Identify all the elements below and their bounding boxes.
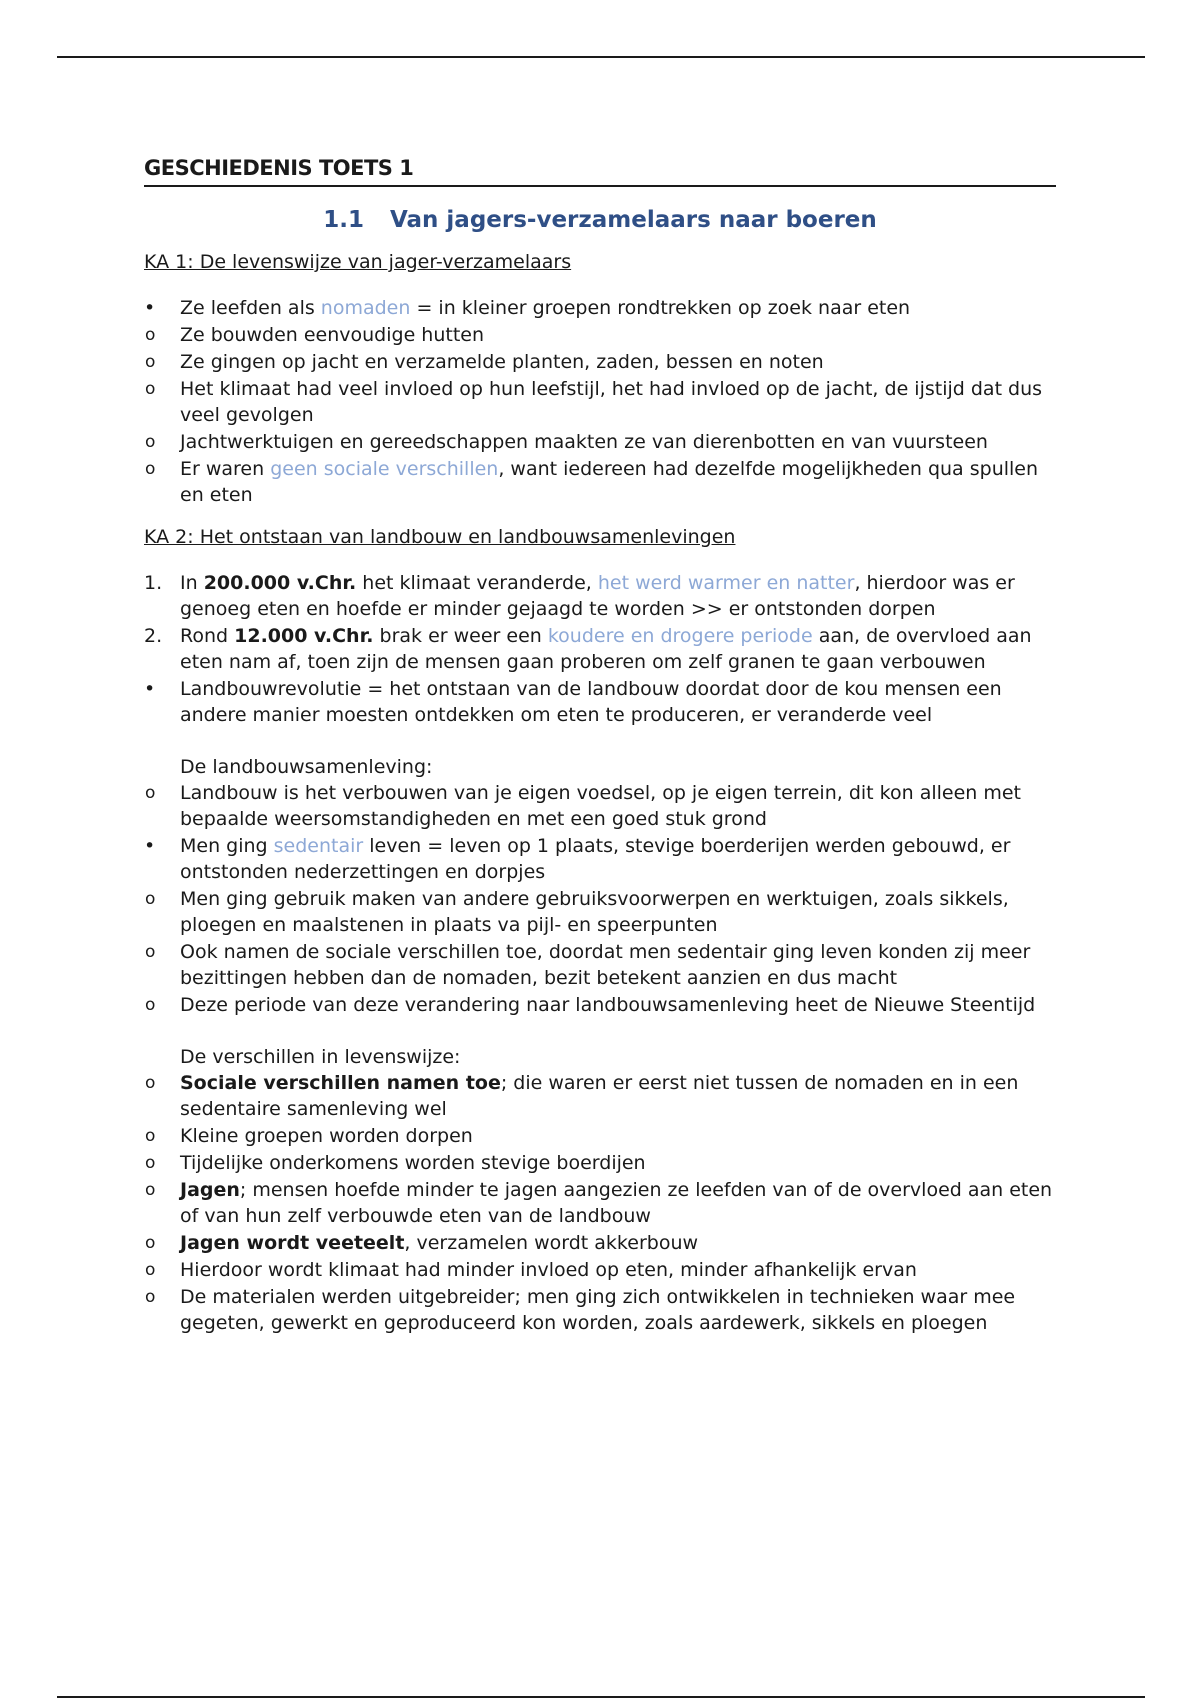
list-item	[144, 1230, 1056, 1256]
document-body	[144, 156, 1056, 1337]
item-text: Jachtwerktuigen en gereedschappen maakten ze van dierenbotten en van vuursteen	[180, 431, 988, 453]
list-marker: o	[145, 942, 156, 962]
highlighted-term: geen sociale verschillen	[270, 458, 499, 480]
list-item	[144, 623, 1056, 675]
list-item	[144, 833, 1056, 885]
list-marker: o	[145, 1233, 156, 1253]
highlighted-term: nomaden	[320, 297, 411, 319]
list-marker: o	[145, 1073, 156, 1093]
list-marker: o	[145, 995, 156, 1015]
item-text: Rond	[180, 625, 235, 647]
list-marker: 1.	[144, 572, 163, 594]
item-text: Het klimaat had veel invloed op hun leefstijl, het had invloed op de jacht, de ijstijd dat dus veel gevolgen	[180, 378, 1043, 426]
sub1-list	[144, 780, 1056, 1018]
item-text: ; die waren er eerst niet tussen de nomaden en in een sedentaire samenleving wel	[180, 1072, 1019, 1120]
item-text: Ze bouwden eenvoudige hutten	[180, 324, 485, 346]
item-text: , hierdoor was er genoeg eten en hoefde er minder gejaagd te worden >> er ontstonden dorpen	[180, 572, 1015, 620]
item-text: Men ging	[180, 835, 274, 857]
list-item	[144, 349, 1056, 375]
item-text: Men ging gebruik maken van andere gebruiksvoorwerpen en werktuigen, zoals sikkels, ploegen en maalstenen in plaats va pijl- en speerpunten	[180, 888, 1009, 936]
item-text: het klimaat veranderde,	[356, 572, 598, 594]
section-title: Van jagers-verzamelaars naar boeren	[389, 207, 877, 233]
list-marker: o	[145, 1126, 156, 1146]
sub2-list	[144, 1070, 1056, 1336]
highlighted-term: het werd warmer en natter	[597, 572, 855, 594]
list-marker: o	[145, 379, 156, 399]
list-marker: •	[144, 297, 156, 319]
list-item	[144, 939, 1056, 991]
document-title: GESCHIEDENIS TOETS 1	[144, 156, 1056, 187]
list-item	[144, 1070, 1056, 1122]
item-text: leven = leven op 1 plaats, stevige boerderijen werden gebouwd, er ontstonden nederzettingen en dorpjes	[180, 835, 1011, 883]
list-marker: o	[145, 325, 156, 345]
list-item	[144, 780, 1056, 832]
item-text: Kleine groepen worden dorpen	[180, 1125, 473, 1147]
list-marker: o	[145, 1260, 156, 1280]
list-item	[144, 1284, 1056, 1336]
list-item	[144, 322, 1056, 348]
list-marker: o	[145, 432, 156, 452]
page-top-rule	[57, 56, 1145, 58]
list-marker: o	[145, 352, 156, 372]
list-item	[144, 429, 1056, 455]
list-marker: o	[145, 1180, 156, 1200]
list-item	[144, 1123, 1056, 1149]
list-marker: o	[145, 889, 156, 909]
ka1-list	[144, 295, 1056, 508]
sub1-title: De landbouwsamenleving:	[180, 756, 433, 778]
list-marker: •	[144, 678, 156, 700]
list-marker: o	[145, 459, 156, 479]
list-marker: o	[145, 1153, 156, 1173]
item-text: , verzamelen wordt akkerbouw	[404, 1232, 699, 1254]
item-text: In	[180, 572, 204, 594]
item-text: Deze periode van deze verandering naar landbouwsamenleving heet de Nieuwe Steentijd	[180, 994, 1036, 1016]
item-text: Er waren	[180, 458, 271, 480]
ka2-title: KA 2: Het ontstaan van landbouw en landbouwsamenlevingen	[144, 526, 736, 548]
list-item	[144, 295, 1056, 321]
item-text: Ze leefden als	[180, 297, 321, 319]
list-item	[144, 570, 1056, 622]
list-item	[144, 456, 1056, 508]
highlighted-term: koudere en drogere periode	[547, 625, 813, 647]
list-marker: •	[144, 835, 156, 857]
list-item	[144, 992, 1056, 1018]
item-text: De materialen werden uitgebreider; men ging zich ontwikkelen in technieken waar mee gegeten, gewerkt en geproduceerd kon worden, zoals aardewerk, sikkels en ploegen	[180, 1286, 1016, 1334]
list-marker: 2.	[144, 625, 163, 647]
ka2-list	[144, 570, 1056, 728]
item-text: Ook namen de sociale verschillen toe, doordat men sedentair ging leven konden zij meer bezittingen hebben dan de nomaden, bezit betekent aanzien en dus macht	[180, 941, 1031, 989]
section-number: 1.1	[323, 207, 364, 233]
sub2-title: De verschillen in levenswijze:	[180, 1046, 461, 1068]
bold-term: Jagen	[180, 1179, 240, 1201]
item-text: Landbouw is het verbouwen van je eigen voedsel, op je eigen terrein, dit kon alleen met bepaalde weersomstandigheden en met een goed stuk grond	[180, 782, 1022, 830]
bold-term: 12.000 v.Chr.	[234, 625, 374, 647]
bold-term: Jagen wordt veeteelt	[180, 1232, 405, 1254]
item-text: ; mensen hoefde minder te jagen aangezien ze leefden van of de overvloed aan eten of van hun zelf verbouwde eten van de landbouw	[180, 1179, 1053, 1227]
list-item	[144, 376, 1056, 428]
item-text: brak er weer een	[373, 625, 548, 647]
ka1-title: KA 1: De levenswijze van jager-verzamelaars	[144, 251, 572, 273]
item-text: , want iedereen had dezelfde mogelijkheden qua spullen en eten	[180, 458, 1039, 506]
page-bottom-rule	[57, 1696, 1145, 1698]
item-text: aan, de overvloed aan eten nam af, toen zijn de mensen gaan proberen om zelf granen te gaan verbouwen	[180, 625, 1032, 673]
list-item	[144, 1150, 1056, 1176]
bold-term: Sociale verschillen namen toe	[180, 1072, 501, 1094]
list-item	[144, 676, 1056, 728]
item-text: Tijdelijke onderkomens worden stevige boerdijen	[180, 1152, 646, 1174]
list-item	[144, 1257, 1056, 1283]
item-text: Hierdoor wordt klimaat had minder invloed op eten, minder afhankelijk ervan	[180, 1259, 917, 1281]
list-marker: o	[145, 783, 156, 803]
list-marker: o	[145, 1287, 156, 1307]
highlighted-term: sedentair	[273, 835, 364, 857]
item-text: Landbouwrevolutie = het ontstaan van de landbouw doordat door de kou mensen een andere manier moesten ontdekken om eten te produceren, er veranderde veel	[180, 678, 1002, 726]
item-text: = in kleiner groepen rondtrekken op zoek naar eten	[410, 297, 911, 319]
list-item	[144, 886, 1056, 938]
item-text: Ze gingen op jacht en verzamelde planten, zaden, bessen en noten	[180, 351, 824, 373]
section-heading	[144, 207, 1056, 233]
bold-term: 200.000 v.Chr.	[203, 572, 357, 594]
list-item	[144, 1177, 1056, 1229]
